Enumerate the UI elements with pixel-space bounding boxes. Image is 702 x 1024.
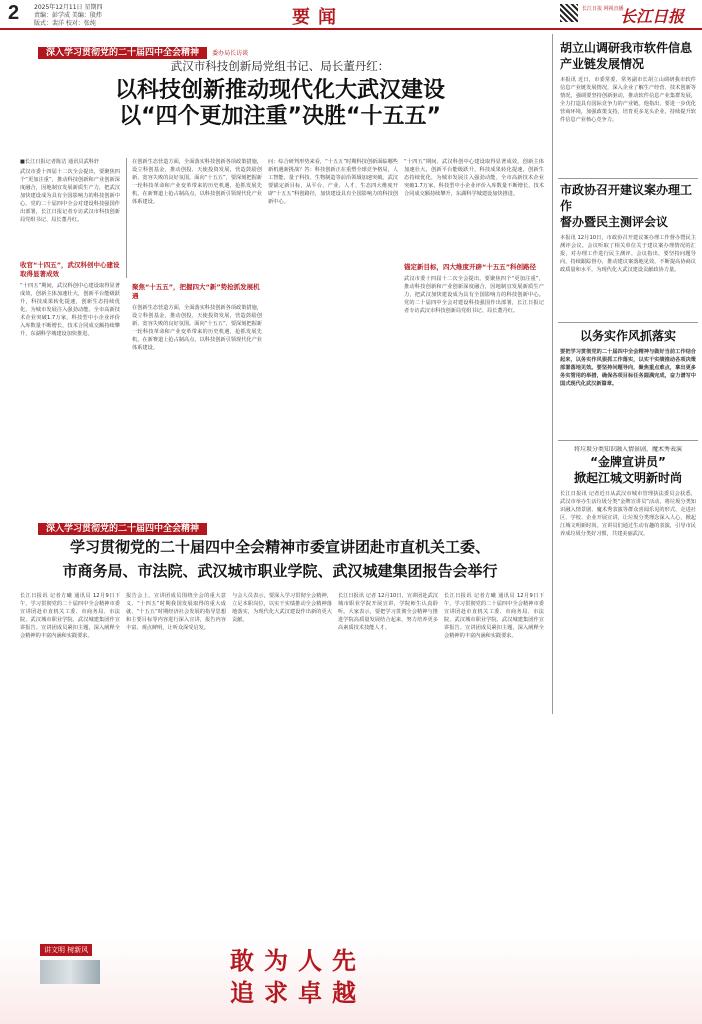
header-rule [0, 28, 702, 30]
column-rule [126, 158, 127, 278]
header-date: 2025年12月11日 星期四 [34, 4, 103, 11]
article6-col1 [20, 592, 120, 922]
right-column-rule [552, 34, 553, 714]
article6-title-line1: 学习贯彻党的二十届四中全会精神市委宣讲团赴市直机关工委、 [69, 538, 490, 556]
article6-ribbon: 深入学习贯彻党的二十届四中全会精神 [38, 523, 207, 535]
article3-title-line2: 督办暨民主测评会议 [560, 215, 669, 229]
article5-body: 长江日报讯 记者近日从武汉市城市管理执法委员会获悉，武汉市举办生活垃圾分类“金牌宣讲员”活动，将垃圾分类知识融入情景剧、魔术秀表演等群众喜闻乐见的形式，走进社区、学校、企业开展宣讲，让垃圾分类理念深入人心，掀起江城文明新时尚。宣讲员们通过生动有趣的表演，引导市民养成垃圾分类好习惯，共建美丽武汉。 [560, 491, 696, 537]
article6-col4 [338, 592, 438, 922]
article6-body2: 报告会上，宣讲团成员围绕全会的重大意义、“十四五”时期我国发展取得的重大成就、“十五五”时期经济社会发展的指导思想和主要目标等内容进行深入宣讲，报告内容丰富、观点鲜明，让听众深受启发。 [126, 593, 226, 631]
article1-sub3: 锚定新目标，四大维度开辟“十五五”科创路径 [404, 263, 537, 271]
article1-title-line2: 以“四个更加注重”决胜“十五五” [119, 104, 441, 129]
article1-sub2: 聚焦“十五五”，把握四大“新”势抢抓发展机遇 [132, 283, 260, 300]
article2-title-line1: 胡立山调研我市软件信息 [560, 41, 693, 55]
divider [558, 440, 698, 441]
section-title: 要闻 [292, 7, 344, 28]
header-meta [34, 4, 102, 28]
article1-body2b: “十四五”期间，武汉科创中心建设取得显著成效，创新主体加速壮大，创新平台能级跃升，科技成果转化提速，创新生态持续优化，为城市发展注入强劲动能。全市高新技术企业突破1.7万家，科技型中小企业评价入库数量不断增长，技术合同成交额持续攀升，东湖科学城建设加快推进。 [404, 159, 544, 197]
qr-label: 长江日报 网视直播 [582, 6, 624, 12]
article4 [560, 328, 696, 438]
article1-col3 [268, 158, 398, 428]
page-number: 2 [8, 2, 20, 24]
article4-title: 以务实作风抓落实 [579, 329, 676, 343]
divider [558, 322, 698, 323]
qr-code-icon[interactable] [560, 4, 578, 22]
article3-body: 本报讯 12月10日，市政协召开建议案办理工作督办暨民主测评会议。会议听取了相关单位关于建议案办理情况的汇报，对办理工作进行民主测评。会议指出，要坚持问题导向，持续跟踪督办，推动建议案落地见效，不断提高协商议政质量和水平，为现代化大武汉建设贡献政协力量。 [560, 235, 696, 273]
article6-body1b: 长江日报讯 记者方曦 通讯员 12月9日下午，学习贯彻党的二十届四中全会精神市委宣讲团赴市直机关工委、市商务局、市法院、武汉城市职业学院、武汉城建集团作宣讲报告。宣讲团成员紧扣主题，深入阐释全会精神的丰富内涵和实践要求。 [444, 593, 544, 639]
article5-kicker: 将垃圾分类知识融入情景剧，魔术秀表演 [573, 446, 682, 453]
header-editors: 责编：彭学成 美编：殷炜 [34, 12, 102, 19]
article1-body3b: 在创新生态营造方面，全面落实科技创新各项政策措施，设立科创基金，推动创投、天使投资发展，营造鼓励创新、宽容失败的良好氛围。面向“十五五”，要深刻把握新一轮科技革命和产业变革带来的历史机遇，抢抓发展先机，在新赛道上抢占制高点，以科技创新引领现代化产业体系建设。 [132, 305, 262, 351]
article4-body: 要把学习贯彻党的二十届四中全会精神与做好当前工作结合起来，以务实作风狠抓工作落实，以实干实绩推动各项决策部署落地见效。要坚持问题导向，聚焦重点难点，拿出更多务实管用的举措，确保各项目标任务圆满完成，奋力谱写中国式现代化武汉新篇章。 [560, 349, 696, 387]
footer-slogan [230, 945, 366, 1009]
article5 [560, 446, 696, 750]
article1-ribbon-tag: 委办局长访谈 [212, 50, 249, 57]
article1-col2 [132, 158, 262, 434]
article1-body4: 问：综合研判形势来看，“十五五”时期科技创新面临哪些新机遇新挑战？答：科技创新正在重塑全球竞争格局，人工智能、量子科技、生物制造等前沿领域加速突破。武汉要锚定新目标，从平台、产业、人才、生态四大维度开辟“十五五”科创路径，加快建设具有全国影响力的科技创新中心。 [268, 159, 398, 205]
article1-sub1: 收官“十四五”，武汉科创中心建设取得显著成效 [20, 261, 120, 278]
article6-title-line2: 市商务局、市法院、武汉城市职业学院、武汉城建集团报告会举行 [62, 562, 498, 580]
article6-col5 [444, 592, 544, 922]
article1-ribbon: 深入学习贯彻党的二十届四中全会精神 [38, 47, 207, 59]
article5-title-line1: “金牌宣讲员” [590, 455, 666, 469]
article3-title-line1: 市政协召开建议案办理工作 [560, 183, 693, 213]
header-proof: 版式：裴洋 校对：张纯 [34, 20, 96, 27]
article1-kicker: 武汉市科技创新局党组书记、局长董丹红： [170, 59, 390, 73]
footer-slogan-line2: 追求卓越 [230, 978, 366, 1007]
article1-title-line1: 以科技创新推动现代化大武汉建设 [114, 78, 445, 103]
article1-body3: 在创新生态营造方面，全面落实科技创新各项政策措施，设立科创基金，推动创投、天使投资发展，营造鼓励创新、宽容失败的良好氛围。面向“十五五”，要深刻把握新一轮科技革命和产业变革带来的历史机遇，抢抓发展先机，在新赛道上抢占制高点，以科技创新引领现代化产业体系建设。 [132, 159, 262, 205]
footer-slogan-line1: 敢为人先 [230, 946, 366, 975]
article6-col2 [126, 592, 226, 922]
article6-col3 [232, 592, 332, 922]
divider [558, 178, 698, 179]
newspaper-logo: 长江日报 [620, 7, 685, 26]
article6-body4: 长江日报讯 记者 12月10日，宣讲团赴武汉城市职业学院开展宣讲，学院师生认真聆听。大家表示，要把学习贯彻全会精神与推进学院高质量发展结合起来，努力培养更多高素质技术技能人才。 [338, 593, 438, 631]
page-header [0, 0, 702, 30]
article6-ribbon-wrap [38, 516, 207, 535]
article6-body1: 长江日报讯 记者方曦 通讯员 12月9日下午，学习贯彻党的二十届四中全会精神市委宣讲团赴市直机关工委、市商务局、市法院、武汉城市职业学院、武汉城建集团作宣讲报告。宣讲团成员紧扣主题，深入阐释全会精神的丰富内涵和实践要求。 [20, 593, 120, 639]
article1-body1b: 武汉市委十四届十二次全会提出，要聚焦四个“更加注重”，推动科技创新和产业创新深度融合，因地制宜发展新质生产力，把武汉加快建设成为具有全国影响力的科技创新中心。党的二十届四中全会对建设科技强国作出部署，长江日报记者专访武汉市科技创新局党组书记、局长董丹红。 [404, 276, 544, 314]
article3 [560, 182, 696, 342]
article1-body2: “十四五”期间，武汉科创中心建设取得显著成效，创新主体加速壮大，创新平台能级跃升，科技成果转化提速，创新生态持续优化，为城市发展注入强劲动能。全市高新技术企业突破1.7万家，科技型中小企业评价入库数量不断增长，技术合同成交额持续攀升，东湖科学城建设加快推进。 [20, 283, 120, 337]
article2-title-line2: 产业链发展情况 [560, 57, 645, 71]
article2 [560, 40, 696, 176]
article1-ribbon-wrap [38, 40, 248, 59]
article1-col4 [404, 158, 544, 435]
article5-title-line2: 掀起江城文明新时尚 [573, 471, 682, 485]
article2-body: 本报讯 近日，市委常委、常务副市长胡立山调研我市软件信息产业链发展情况，深入企业了解生产经营、技术创新等情况，强调要坚持创新驱动，推动软件信息产业集群发展，全力打造具有国际竞争力的产业链。他指出，要进一步优化营商环境，加强政策支持，培育更多龙头企业，持续提升软件信息产业核心竞争力。 [560, 77, 696, 123]
footer-tag: 讲文明 树新风 [40, 944, 92, 956]
article1-byline: ■长江日报记者陈洁 通讯员武科轩 [20, 159, 100, 165]
footer-picture [40, 960, 100, 984]
article1-body1: 武汉市委十四届十二次全会提出，要聚焦四个“更加注重”，推动科技创新和产业创新深度融合，因地制宜发展新质生产力，把武汉加快建设成为具有全国影响力的科技创新中心。党的二十届四中全会对建设科技强国作出部署，长江日报记者专访武汉市科技创新局党组书记、局长董丹红。 [20, 169, 120, 223]
article1-col1 [20, 158, 120, 442]
article6-body3: 与会人员表示，要深入学习贯彻全会精神，立足本职岗位，以实干实绩推动全会精神落地落实，为现代化大武汉建设作出新的更大贡献。 [232, 593, 332, 623]
